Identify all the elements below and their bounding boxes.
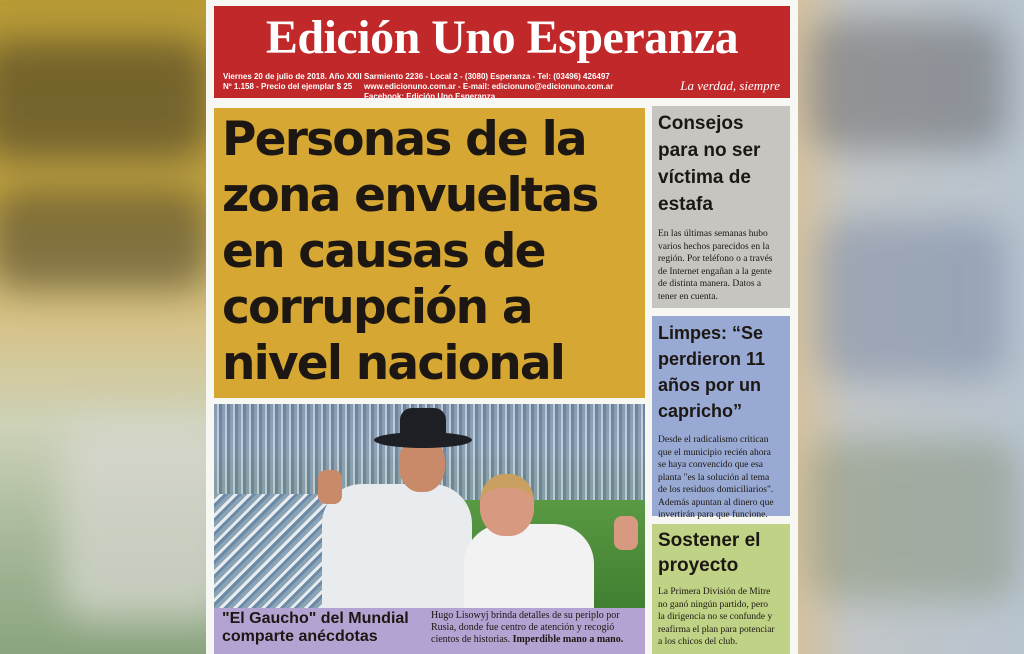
story-summary: Desde el radicalismo critican que el municipio recién ahora se haya convencido que esa planta "es la solución al tema de los residuos domiciliarios". Además apuntan al dinero que invertirán para que funcione. (658, 435, 774, 520)
slogan: La verdad, siempre (680, 78, 780, 93)
story-title: Limpes: “Se perdieron 11 años por un capricho” (658, 323, 766, 421)
main-headline (222, 108, 637, 392)
blurred-background-right (798, 0, 1024, 654)
thumbs-up-right (614, 516, 638, 550)
photo-caption-box[interactable] (214, 608, 645, 654)
thumbs-up-left (318, 470, 342, 504)
sidebar-story-estafa[interactable] (652, 106, 790, 308)
masthead (214, 6, 790, 101)
caption-title-line: comparte anécdotas (222, 628, 378, 645)
crowd (214, 494, 334, 608)
man-figure (322, 484, 472, 608)
newspaper-front-page (206, 0, 798, 654)
woman-face (480, 474, 534, 536)
headline-line: Personas de la (222, 112, 586, 167)
sidebar-story-limpes[interactable] (652, 316, 790, 520)
newspaper-title: Edición Uno Esperanza (265, 11, 739, 64)
caption-text (431, 610, 641, 646)
headline-line: corrupción a (222, 280, 532, 335)
caption-bold-text: Imperdible mano a mano. (512, 634, 624, 645)
contact-info (364, 72, 613, 102)
hat-crown (400, 408, 446, 438)
headline-line: en causas de (222, 224, 545, 279)
main-headline-box[interactable] (214, 108, 645, 398)
caption-text-line: Rusia, donde fue centro de atención y recogió (431, 622, 615, 633)
headline-line: zona envueltas (222, 168, 598, 223)
caption-text-line: cientos de historias. Imperdible mano a mano. (431, 634, 624, 645)
caption-text-line: Hugo Lisowyj brinda detalles de su periplo por (431, 610, 620, 621)
story-summary: La Primera División de Mitre no ganó ningún partido, pero la dirigencia no se confunde y reafirma el plan para potenciar a los chicos del club. (658, 587, 775, 647)
issue-line: Nº 1.158 - Precio del ejemplar $ 25 (223, 82, 353, 91)
caption-title-line: "El Gaucho" del Mundial (222, 610, 409, 627)
stadium-photo (214, 404, 645, 608)
facebook-line: Facebook: Edición Uno Esperanza (364, 92, 496, 101)
sidebar-story-proyecto[interactable] (652, 524, 790, 654)
address-line: Sarmiento 2236 - Local 2 - (3080) Esperanza - Tel: (03496) 426497 (364, 72, 610, 81)
story-title: Consejos para no ser víctima de estafa (658, 113, 761, 215)
story-title: Sostener el proyecto (658, 530, 761, 576)
web-line: www.edicionuno.com.ar - E-mail: edicionuno@edicionuno.com.ar (364, 82, 614, 91)
headline-line: nivel nacional (222, 336, 565, 391)
issue-info (223, 72, 362, 92)
story-summary: En las últimas semanas hubo varios hechos parecidos en la región. Por teléfono o a través de Internet engañan a la gente de distinta manera. Datos a tener en cuenta. (658, 229, 773, 302)
date-line: Viernes 20 de julio de 2018. Año XXII (223, 72, 362, 81)
woman-figure (464, 524, 594, 608)
caption-title (222, 610, 427, 646)
blurred-background-left (0, 0, 206, 654)
